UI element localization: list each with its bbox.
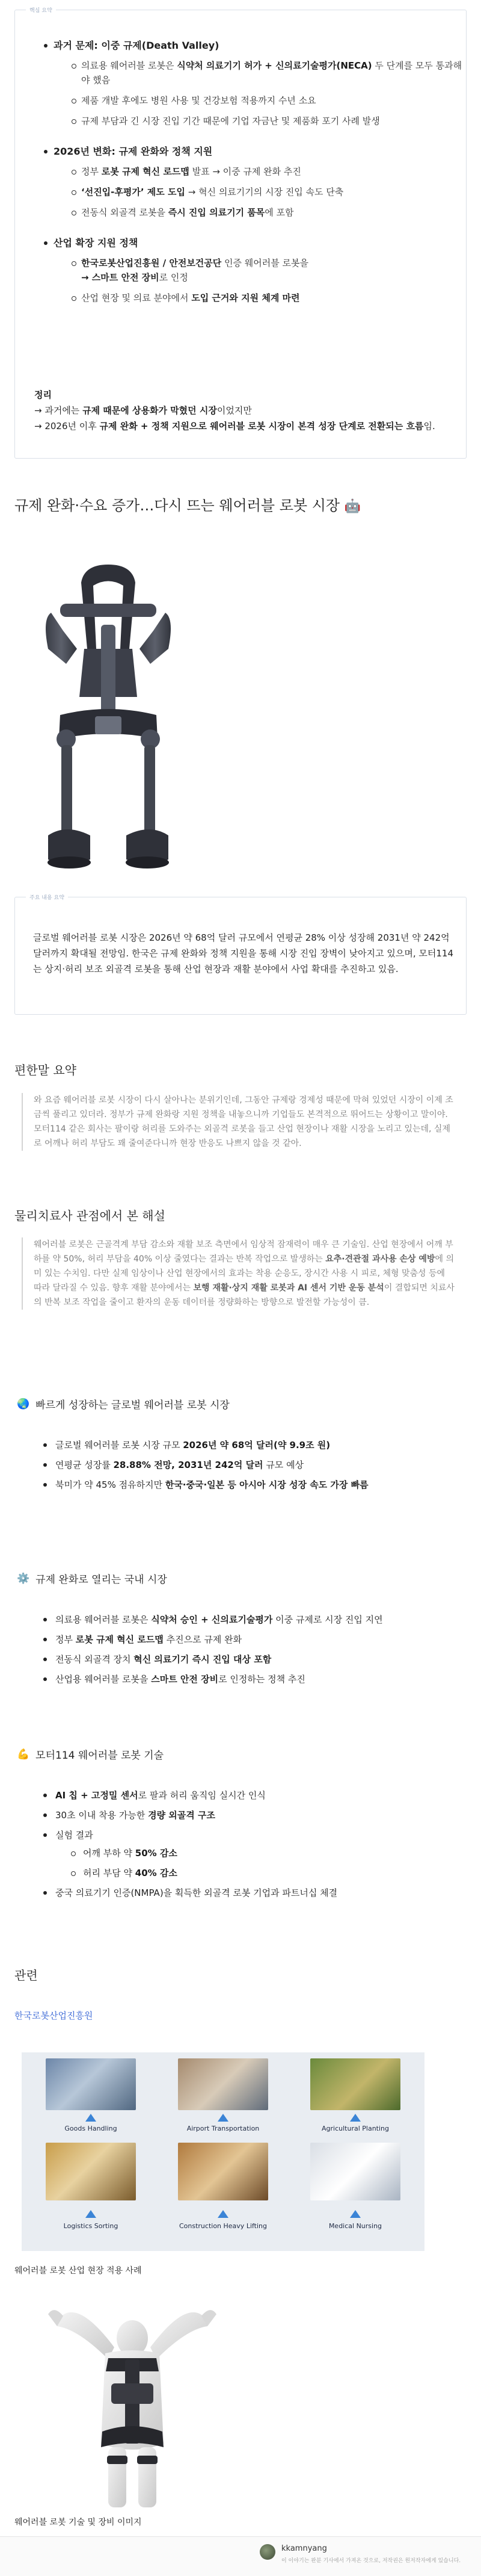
gear-icon: ⚙️ <box>17 1572 30 1585</box>
list-item: ‘선진입-후평가’ 제도 도입 → 혁신 의료기기의 시장 진입 속도 단축 <box>72 185 465 199</box>
summary-heading-2026: 2026년 변화: 규제 완화와 정책 지원 <box>44 145 465 158</box>
robot-image-caption: 웨어러블 로봇 기술 및 장비 이미지 <box>14 2518 142 2527</box>
list-item: 허리 부담 약 40% 감소 <box>71 1866 458 1880</box>
list-item: 한국로봇산업진흥원 / 안전보건공단 인증 웨어러블 로봇을 → 스마트 안전 장비로 인정 <box>72 256 465 285</box>
summary-conclusion: 정리 → 과거에는 규제 때문에 상용화가 막혔던 시장이었지만 → 2026년 이후 규제 완화 + 정책 지원으로 웨어러블 로봇 시장이 본격 성장 단계로 전환되는 흐름임. <box>34 389 435 432</box>
author-note: 이 이야기는 완분 기사에서 가져온 것으로, 저작권은 원저작자에게 있습니다. <box>281 2558 461 2564</box>
list-item: 정부 로봇 규제 혁신 로드맵 발표 → 이중 규제 완화 추진 <box>72 164 465 179</box>
global-market-list <box>43 1438 458 1498</box>
list-item: 산업용 웨어러블 로봇을 스마트 안전 장비로 인정하는 정책 추진 <box>43 1673 458 1686</box>
author-name[interactable]: kkamnyang <box>281 2544 327 2553</box>
summary-heading-past: 과거 문제: 이중 규제(Death Valley) <box>44 39 465 52</box>
global-market-heading: 🌏 빠르게 성장하는 글로벌 웨어러블 로봇 시장 <box>17 1398 230 1411</box>
casual-summary-text: 와 요즘 웨어러블 로봇 시장이 다시 살아나는 분위기인데, 그동안 규제랑 경제성 때문에 막혀 있었던 시장이 이제 조금씩 풀리고 있더라. 정부가 규제 완화랑 지원 정책을 내놓으니까 기업들도 본격적으로 뛰어드는 상황이고 말이야. 모터114 같은 회사는 팔이랑 허리를 도와주는 외골격 로봇을 들고 산업 현장이나 재활 시장을 노리고 있는데, 실제로 어깨나 허리 부담도 꽤 줄여준다니까 현장 반응도 나쁘지 않을 것 같아. <box>34 1093 455 1151</box>
domestic-market-heading: ⚙️ 규제 완화로 열리는 국내 시장 <box>17 1572 167 1586</box>
summary-tag: 핵심 요약 <box>26 6 56 14</box>
list-item: 정부 로봇 규제 혁신 로드맵 추진으로 규제 완화 <box>43 1633 458 1646</box>
list-item: 규제 부담과 긴 시장 진입 기간 때문에 기업 자금난 및 제품화 포기 사례 발생 <box>72 114 465 128</box>
expert-view-text: 웨어러블 로봇은 근골격계 부담 감소와 재활 보조 측면에서 임상적 잠재력이 매우 큰 기술임. 산업 현장에서 어깨 부하를 약 50%, 허리 부담을 40% 이상 줄였다는 결과는 반복 작업으로 발생하는 요추·견관절 과사용 손상 예방에 의미 있는 수치임. 다만 실제 임상이나 산업 현장에서의 효과는 착용 순응도, 장시간 사용 시 피로, 체형 맞춤성 등에 따라 달라질 수 있음. 향후 재활 분야에서는 보행 재활·상지 재활 로봇과 AI 센서 기반 운동 분석이 결합되면 치료사의 반복 보조 작업을 줄이고 환자의 운동 데이터를 정량화하는 방향으로 발전할 가능성이 큼. <box>34 1237 455 1310</box>
robot-exoskeleton-image <box>24 2281 240 2510</box>
robot-emoji-icon: 🤖 <box>344 499 361 514</box>
muscle-icon: 💪 <box>17 1748 30 1760</box>
tech-heading: 💪 모터114 웨어러블 로봇 기술 <box>17 1748 164 1762</box>
list-item: 중국 의료기기 인증(NMPA)을 획득한 외골격 로봇 기업과 파트너십 체결 <box>43 1886 458 1899</box>
summary-section-2026 <box>44 145 465 220</box>
core-summary-text: 글로벌 웨어러블 로봇 시장은 2026년 약 68억 달러 규모에서 연평균 28% 이상 성장해 2031년 약 242억 달러까지 확대될 전망임. 한국은 규제 완화와 정책 지원을 통해 시장 진입 장벽이 낮아지고 있으며, 모터114는 상지·허리 보조 외골격 로봇을 통해 산업 현장과 재활 분야에서 사업 확대를 추진하고 있음. <box>33 932 454 974</box>
medical-photo <box>310 2143 400 2200</box>
airport-photo <box>178 2058 268 2110</box>
list-item: 산업 현장 및 의료 분야에서 도입 근거와 지원 체계 마련 <box>72 291 465 305</box>
construction-photo <box>178 2143 268 2200</box>
expert-view-title: 물리치료사 관점에서 본 해설 <box>14 1209 165 1223</box>
list-item: 어깨 부하 약 50% 감소 <box>71 1847 458 1860</box>
list-item: 전동식 외골격 로봇을 즉시 진입 의료기기 품목에 포함 <box>72 205 465 220</box>
list-item: 의료용 웨어러블 로봇은 식약처 의료기기 허가 + 신의료기술평가(NECA) 두 단계를 모두 통과해야 했음 <box>72 58 465 87</box>
photo-label: Agricultural Planting <box>322 2125 389 2132</box>
domestic-market-list <box>43 1613 458 1692</box>
list-item: AI 칩 + 고정밀 센서로 팔과 허리 움직임 실시간 인식 <box>43 1789 458 1802</box>
goods-handling-photo <box>46 2058 136 2110</box>
photo-label: Airport Transportation <box>186 2125 260 2132</box>
list-item: 연평균 성장률 28.88% 전망, 2031년 242억 달러 규모 예상 <box>43 1458 458 1472</box>
author-footer <box>0 2536 481 2576</box>
article-headline: 규제 완화·수요 증가…다시 뜨는 웨어러블 로봇 시장 🤖 <box>14 497 361 514</box>
list-item: 제품 개발 후에도 병원 사용 및 건강보험 적용까지 수년 소요 <box>72 93 465 108</box>
photo-grid-caption: 웨어러블 로봇 산업 현장 적용 사례 <box>14 2266 142 2276</box>
photo-label: Logistics Sorting <box>63 2222 118 2230</box>
list-item: 글로벌 웨어러블 로봇 시장 규모 2026년 약 68억 달러(약 9.9조 원) <box>43 1438 458 1452</box>
tech-list <box>43 1789 458 1906</box>
summary-list <box>44 39 465 322</box>
list-item: 북미가 약 45% 점유하지만 한국·중국·일본 등 아시아 시장 성장 속도 가장 빠름 <box>43 1478 458 1491</box>
core-summary-tag: 주요 내용 요약 <box>26 893 68 901</box>
list-item: 30초 이내 착용 가능한 경량 외골격 구조 <box>43 1809 458 1822</box>
photo-label: Goods Handling <box>64 2125 117 2132</box>
summary-section-industry <box>44 237 465 305</box>
list-item: 실험 결과 어깨 부하 약 50% 감소 허리 부담 약 40% 감소 <box>43 1828 458 1880</box>
related-link[interactable]: 한국로봇산업진흥원 <box>14 2010 93 2021</box>
author-avatar[interactable] <box>260 2544 275 2560</box>
summary-heading-industry: 산업 확장 지원 정책 <box>44 237 465 250</box>
list-item: 의료용 웨어러블 로봇은 식약처 승인 + 신의료기술평가 이중 규제로 시장 진입 지연 <box>43 1613 458 1626</box>
summary-box <box>14 10 467 459</box>
agriculture-photo <box>310 2058 400 2110</box>
core-summary-box <box>14 897 467 1015</box>
application-photo-grid <box>22 2052 424 2251</box>
globe-icon: 🌏 <box>17 1398 30 1410</box>
list-item: 전동식 외골격 장치 혁신 의료기기 즉시 진입 대상 포함 <box>43 1653 458 1666</box>
related-title: 관련 <box>14 1968 38 1983</box>
logistics-photo <box>46 2143 136 2200</box>
exoskeleton-device-image <box>24 559 192 896</box>
photo-label: Construction Heavy Lifting <box>179 2222 268 2230</box>
photo-label: Medical Nursing <box>328 2222 382 2230</box>
summary-section-past <box>44 39 465 128</box>
casual-summary-title: 편한말 요약 <box>14 1063 76 1077</box>
